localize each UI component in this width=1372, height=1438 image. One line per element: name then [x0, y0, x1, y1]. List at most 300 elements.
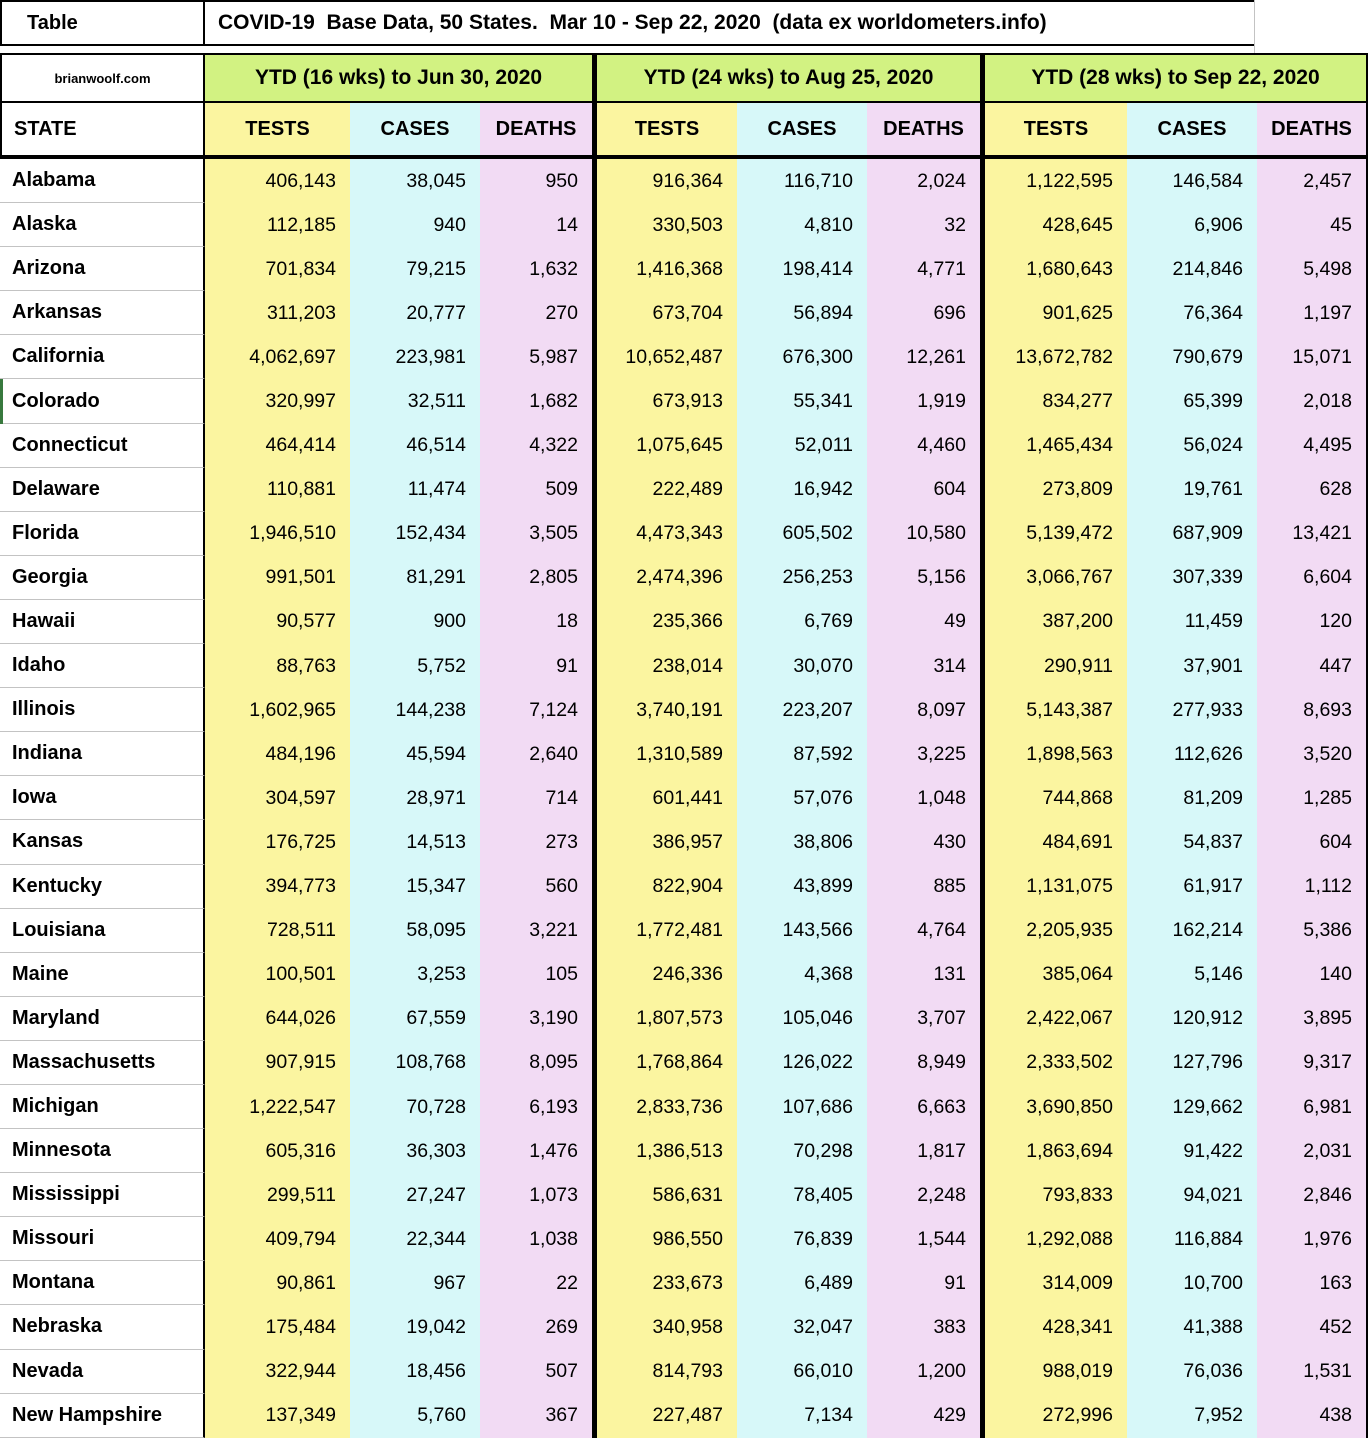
cases-value-cell[interactable]: 81,291	[350, 556, 480, 600]
tests-value-cell[interactable]: 90,861	[205, 1261, 350, 1305]
tests-column-header[interactable]: TESTS	[985, 103, 1127, 155]
cases-value-cell[interactable]: 256,253	[737, 556, 867, 600]
deaths-value-cell[interactable]: 696	[867, 291, 980, 335]
tests-value-cell[interactable]: 2,205,935	[985, 909, 1127, 953]
deaths-value-cell[interactable]: 6,981	[1257, 1085, 1368, 1129]
deaths-value-cell[interactable]: 15,071	[1257, 335, 1368, 379]
tests-column-header[interactable]: TESTS	[205, 103, 350, 155]
deaths-value-cell[interactable]: 3,707	[867, 997, 980, 1041]
deaths-value-cell[interactable]: 1,544	[867, 1217, 980, 1261]
state-cell[interactable]	[0, 909, 205, 953]
cases-value-cell[interactable]: 116,710	[737, 159, 867, 203]
deaths-value-cell[interactable]: 1,531	[1257, 1350, 1368, 1394]
cases-value-cell[interactable]: 107,686	[737, 1085, 867, 1129]
deaths-value-cell[interactable]: 105	[480, 953, 592, 997]
cases-value-cell[interactable]: 127,796	[1127, 1041, 1257, 1085]
deaths-value-cell[interactable]: 22	[480, 1261, 592, 1305]
state-cell[interactable]	[0, 159, 205, 203]
deaths-value-cell[interactable]: 429	[867, 1394, 980, 1438]
tests-value-cell[interactable]: 299,511	[205, 1173, 350, 1217]
cases-value-cell[interactable]: 214,846	[1127, 247, 1257, 291]
cases-value-cell[interactable]: 28,971	[350, 776, 480, 820]
deaths-value-cell[interactable]: 5,987	[480, 335, 592, 379]
cases-value-cell[interactable]: 55,341	[737, 379, 867, 423]
tests-value-cell[interactable]: 428,341	[985, 1305, 1127, 1349]
tests-value-cell[interactable]: 1,122,595	[985, 159, 1127, 203]
tests-value-cell[interactable]: 701,834	[205, 247, 350, 291]
deaths-value-cell[interactable]: 5,386	[1257, 909, 1368, 953]
deaths-value-cell[interactable]: 2,846	[1257, 1173, 1368, 1217]
deaths-value-cell[interactable]: 273	[480, 820, 592, 864]
cases-value-cell[interactable]: 57,076	[737, 776, 867, 820]
deaths-value-cell[interactable]: 1,197	[1257, 291, 1368, 335]
cases-value-cell[interactable]: 36,303	[350, 1129, 480, 1173]
deaths-value-cell[interactable]: 6,604	[1257, 556, 1368, 600]
period-header-3[interactable]: YTD (28 wks) to Sep 22, 2020	[985, 55, 1368, 101]
tests-value-cell[interactable]: 484,196	[205, 732, 350, 776]
deaths-value-cell[interactable]: 120	[1257, 600, 1368, 644]
state-cell[interactable]	[0, 335, 205, 379]
cases-value-cell[interactable]: 4,810	[737, 203, 867, 247]
state-cell[interactable]	[0, 1305, 205, 1349]
tests-value-cell[interactable]: 901,625	[985, 291, 1127, 335]
deaths-value-cell[interactable]: 45	[1257, 203, 1368, 247]
tests-value-cell[interactable]: 3,740,191	[597, 688, 737, 732]
cases-value-cell[interactable]: 37,901	[1127, 644, 1257, 688]
tests-value-cell[interactable]: 986,550	[597, 1217, 737, 1261]
tests-value-cell[interactable]: 822,904	[597, 865, 737, 909]
cases-column-header[interactable]: CASES	[1127, 103, 1257, 155]
deaths-value-cell[interactable]: 18	[480, 600, 592, 644]
tests-value-cell[interactable]: 744,868	[985, 776, 1127, 820]
tests-value-cell[interactable]: 238,014	[597, 644, 737, 688]
tests-value-cell[interactable]: 2,422,067	[985, 997, 1127, 1041]
deaths-value-cell[interactable]: 452	[1257, 1305, 1368, 1349]
state-cell[interactable]	[0, 644, 205, 688]
cases-value-cell[interactable]: 30,070	[737, 644, 867, 688]
deaths-value-cell[interactable]: 1,476	[480, 1129, 592, 1173]
tests-value-cell[interactable]: 406,143	[205, 159, 350, 203]
tests-value-cell[interactable]: 793,833	[985, 1173, 1127, 1217]
deaths-value-cell[interactable]: 4,771	[867, 247, 980, 291]
tests-value-cell[interactable]: 1,222,547	[205, 1085, 350, 1129]
cases-value-cell[interactable]: 277,933	[1127, 688, 1257, 732]
cases-value-cell[interactable]: 41,388	[1127, 1305, 1257, 1349]
period-header-1[interactable]: YTD (16 wks) to Jun 30, 2020	[205, 55, 592, 101]
cases-value-cell[interactable]: 11,459	[1127, 600, 1257, 644]
tests-value-cell[interactable]: 233,673	[597, 1261, 737, 1305]
deaths-value-cell[interactable]: 1,919	[867, 379, 980, 423]
deaths-value-cell[interactable]: 270	[480, 291, 592, 335]
cases-value-cell[interactable]: 67,559	[350, 997, 480, 1041]
deaths-value-cell[interactable]: 91	[480, 644, 592, 688]
deaths-value-cell[interactable]: 2,024	[867, 159, 980, 203]
cases-value-cell[interactable]: 940	[350, 203, 480, 247]
cases-value-cell[interactable]: 22,344	[350, 1217, 480, 1261]
cases-value-cell[interactable]: 76,036	[1127, 1350, 1257, 1394]
cases-value-cell[interactable]: 14,513	[350, 820, 480, 864]
state-cell[interactable]	[0, 1350, 205, 1394]
deaths-value-cell[interactable]: 3,520	[1257, 732, 1368, 776]
cases-value-cell[interactable]: 790,679	[1127, 335, 1257, 379]
tests-value-cell[interactable]: 2,474,396	[597, 556, 737, 600]
deaths-value-cell[interactable]: 4,460	[867, 424, 980, 468]
cases-value-cell[interactable]: 16,942	[737, 468, 867, 512]
deaths-value-cell[interactable]: 269	[480, 1305, 592, 1349]
deaths-value-cell[interactable]: 4,322	[480, 424, 592, 468]
state-cell[interactable]	[0, 1217, 205, 1261]
deaths-value-cell[interactable]: 1,048	[867, 776, 980, 820]
state-cell[interactable]	[0, 1261, 205, 1305]
deaths-value-cell[interactable]: 430	[867, 820, 980, 864]
tests-value-cell[interactable]: 1,602,965	[205, 688, 350, 732]
deaths-value-cell[interactable]: 6,663	[867, 1085, 980, 1129]
cases-column-header[interactable]: CASES	[350, 103, 480, 155]
tests-value-cell[interactable]: 304,597	[205, 776, 350, 820]
state-cell[interactable]	[0, 997, 205, 1041]
deaths-value-cell[interactable]: 507	[480, 1350, 592, 1394]
tests-value-cell[interactable]: 728,511	[205, 909, 350, 953]
tests-value-cell[interactable]: 90,577	[205, 600, 350, 644]
tests-value-cell[interactable]: 176,725	[205, 820, 350, 864]
deaths-value-cell[interactable]: 2,018	[1257, 379, 1368, 423]
state-cell[interactable]	[0, 203, 205, 247]
deaths-value-cell[interactable]: 3,225	[867, 732, 980, 776]
deaths-value-cell[interactable]: 9,317	[1257, 1041, 1368, 1085]
state-cell[interactable]	[0, 1394, 205, 1438]
tests-value-cell[interactable]: 673,913	[597, 379, 737, 423]
state-cell[interactable]	[0, 1173, 205, 1217]
cases-value-cell[interactable]: 7,134	[737, 1394, 867, 1438]
page-title[interactable]: COVID-19 Base Data, 50 States. Mar 10 - Sep 22, 2020 (data ex worldometers.info)	[218, 11, 1047, 34]
deaths-value-cell[interactable]: 383	[867, 1305, 980, 1349]
tests-value-cell[interactable]: 916,364	[597, 159, 737, 203]
deaths-value-cell[interactable]: 1,632	[480, 247, 592, 291]
state-cell[interactable]	[0, 247, 205, 291]
cases-value-cell[interactable]: 38,045	[350, 159, 480, 203]
deaths-value-cell[interactable]: 885	[867, 865, 980, 909]
table-corner-label[interactable]: Table	[0, 2, 205, 44]
tests-value-cell[interactable]: 272,996	[985, 1394, 1127, 1438]
deaths-value-cell[interactable]: 4,495	[1257, 424, 1368, 468]
tests-value-cell[interactable]: 320,997	[205, 379, 350, 423]
deaths-value-cell[interactable]: 8,693	[1257, 688, 1368, 732]
deaths-value-cell[interactable]: 1,200	[867, 1350, 980, 1394]
site-watermark[interactable]: brianwoolf.com	[0, 55, 205, 101]
tests-value-cell[interactable]: 1,131,075	[985, 865, 1127, 909]
cases-value-cell[interactable]: 81,209	[1127, 776, 1257, 820]
tests-value-cell[interactable]: 330,503	[597, 203, 737, 247]
cases-value-cell[interactable]: 6,906	[1127, 203, 1257, 247]
tests-value-cell[interactable]: 484,691	[985, 820, 1127, 864]
cases-value-cell[interactable]: 87,592	[737, 732, 867, 776]
cases-value-cell[interactable]: 105,046	[737, 997, 867, 1041]
tests-value-cell[interactable]: 1,075,645	[597, 424, 737, 468]
deaths-value-cell[interactable]: 438	[1257, 1394, 1368, 1438]
cases-value-cell[interactable]: 43,899	[737, 865, 867, 909]
deaths-value-cell[interactable]: 950	[480, 159, 592, 203]
state-cell[interactable]	[0, 820, 205, 864]
cases-value-cell[interactable]: 112,626	[1127, 732, 1257, 776]
tests-value-cell[interactable]: 385,064	[985, 953, 1127, 997]
tests-value-cell[interactable]: 13,672,782	[985, 335, 1127, 379]
tests-value-cell[interactable]: 235,366	[597, 600, 737, 644]
cases-value-cell[interactable]: 7,952	[1127, 1394, 1257, 1438]
state-cell[interactable]	[0, 291, 205, 335]
tests-value-cell[interactable]: 5,143,387	[985, 688, 1127, 732]
tests-value-cell[interactable]: 10,652,487	[597, 335, 737, 379]
cases-value-cell[interactable]: 32,047	[737, 1305, 867, 1349]
cases-value-cell[interactable]: 79,215	[350, 247, 480, 291]
state-cell[interactable]	[0, 953, 205, 997]
tests-value-cell[interactable]: 175,484	[205, 1305, 350, 1349]
tests-value-cell[interactable]: 100,501	[205, 953, 350, 997]
deaths-value-cell[interactable]: 2,640	[480, 732, 592, 776]
state-cell[interactable]	[0, 424, 205, 468]
cases-value-cell[interactable]: 116,884	[1127, 1217, 1257, 1261]
tests-value-cell[interactable]: 814,793	[597, 1350, 737, 1394]
cases-column-header[interactable]: CASES	[737, 103, 867, 155]
cases-value-cell[interactable]: 11,474	[350, 468, 480, 512]
deaths-value-cell[interactable]: 14	[480, 203, 592, 247]
tests-value-cell[interactable]: 1,310,589	[597, 732, 737, 776]
tests-value-cell[interactable]: 394,773	[205, 865, 350, 909]
deaths-value-cell[interactable]: 714	[480, 776, 592, 820]
deaths-value-cell[interactable]: 1,817	[867, 1129, 980, 1173]
deaths-value-cell[interactable]: 314	[867, 644, 980, 688]
cases-value-cell[interactable]: 38,806	[737, 820, 867, 864]
deaths-value-cell[interactable]: 367	[480, 1394, 592, 1438]
cases-value-cell[interactable]: 146,584	[1127, 159, 1257, 203]
tests-value-cell[interactable]: 3,066,767	[985, 556, 1127, 600]
state-cell[interactable]	[0, 512, 205, 556]
deaths-value-cell[interactable]: 1,073	[480, 1173, 592, 1217]
tests-value-cell[interactable]: 311,203	[205, 291, 350, 335]
deaths-value-cell[interactable]: 5,156	[867, 556, 980, 600]
deaths-value-cell[interactable]: 3,895	[1257, 997, 1368, 1041]
tests-value-cell[interactable]: 907,915	[205, 1041, 350, 1085]
deaths-value-cell[interactable]: 2,031	[1257, 1129, 1368, 1173]
deaths-value-cell[interactable]: 7,124	[480, 688, 592, 732]
tests-value-cell[interactable]: 991,501	[205, 556, 350, 600]
tests-value-cell[interactable]: 1,898,563	[985, 732, 1127, 776]
cases-value-cell[interactable]: 19,042	[350, 1305, 480, 1349]
tests-value-cell[interactable]: 314,009	[985, 1261, 1127, 1305]
cases-value-cell[interactable]: 65,399	[1127, 379, 1257, 423]
deaths-column-header[interactable]: DEATHS	[867, 103, 980, 155]
deaths-value-cell[interactable]: 4,764	[867, 909, 980, 953]
cases-value-cell[interactable]: 129,662	[1127, 1085, 1257, 1129]
cases-value-cell[interactable]: 15,347	[350, 865, 480, 909]
deaths-column-header[interactable]: DEATHS	[480, 103, 592, 155]
tests-value-cell[interactable]: 322,944	[205, 1350, 350, 1394]
tests-value-cell[interactable]: 644,026	[205, 997, 350, 1041]
state-cell[interactable]	[0, 379, 205, 423]
state-cell[interactable]	[0, 468, 205, 512]
tests-value-cell[interactable]: 222,489	[597, 468, 737, 512]
tests-value-cell[interactable]: 386,957	[597, 820, 737, 864]
period-header-2[interactable]: YTD (24 wks) to Aug 25, 2020	[597, 55, 980, 101]
cases-value-cell[interactable]: 10,700	[1127, 1261, 1257, 1305]
cases-value-cell[interactable]: 967	[350, 1261, 480, 1305]
deaths-value-cell[interactable]: 6,193	[480, 1085, 592, 1129]
deaths-value-cell[interactable]: 8,095	[480, 1041, 592, 1085]
tests-column-header[interactable]: TESTS	[597, 103, 737, 155]
cases-value-cell[interactable]: 144,238	[350, 688, 480, 732]
state-cell[interactable]	[0, 1129, 205, 1173]
deaths-value-cell[interactable]: 509	[480, 468, 592, 512]
cases-value-cell[interactable]: 4,368	[737, 953, 867, 997]
deaths-value-cell[interactable]: 1,682	[480, 379, 592, 423]
cases-value-cell[interactable]: 676,300	[737, 335, 867, 379]
cases-value-cell[interactable]: 223,207	[737, 688, 867, 732]
cases-value-cell[interactable]: 91,422	[1127, 1129, 1257, 1173]
tests-value-cell[interactable]: 5,139,472	[985, 512, 1127, 556]
tests-value-cell[interactable]: 2,333,502	[985, 1041, 1127, 1085]
cases-value-cell[interactable]: 5,146	[1127, 953, 1257, 997]
tests-value-cell[interactable]: 428,645	[985, 203, 1127, 247]
cases-value-cell[interactable]: 94,021	[1127, 1173, 1257, 1217]
deaths-value-cell[interactable]: 3,190	[480, 997, 592, 1041]
tests-value-cell[interactable]: 4,062,697	[205, 335, 350, 379]
deaths-value-cell[interactable]: 91	[867, 1261, 980, 1305]
cases-value-cell[interactable]: 56,894	[737, 291, 867, 335]
deaths-value-cell[interactable]: 604	[867, 468, 980, 512]
cases-value-cell[interactable]: 3,253	[350, 953, 480, 997]
tests-value-cell[interactable]: 112,185	[205, 203, 350, 247]
state-cell[interactable]	[0, 776, 205, 820]
cases-value-cell[interactable]: 20,777	[350, 291, 480, 335]
cases-value-cell[interactable]: 56,024	[1127, 424, 1257, 468]
deaths-value-cell[interactable]: 140	[1257, 953, 1368, 997]
tests-value-cell[interactable]: 605,316	[205, 1129, 350, 1173]
tests-value-cell[interactable]: 227,487	[597, 1394, 737, 1438]
state-cell[interactable]	[0, 1041, 205, 1085]
deaths-value-cell[interactable]: 1,285	[1257, 776, 1368, 820]
cases-value-cell[interactable]: 66,010	[737, 1350, 867, 1394]
cases-value-cell[interactable]: 6,489	[737, 1261, 867, 1305]
tests-value-cell[interactable]: 586,631	[597, 1173, 737, 1217]
tests-value-cell[interactable]: 3,690,850	[985, 1085, 1127, 1129]
tests-value-cell[interactable]: 1,680,643	[985, 247, 1127, 291]
tests-value-cell[interactable]: 1,465,434	[985, 424, 1127, 468]
deaths-value-cell[interactable]: 560	[480, 865, 592, 909]
tests-value-cell[interactable]: 273,809	[985, 468, 1127, 512]
deaths-value-cell[interactable]: 1,038	[480, 1217, 592, 1261]
cases-value-cell[interactable]: 198,414	[737, 247, 867, 291]
cases-value-cell[interactable]: 6,769	[737, 600, 867, 644]
tests-value-cell[interactable]: 290,911	[985, 644, 1127, 688]
cases-value-cell[interactable]: 120,912	[1127, 997, 1257, 1041]
tests-value-cell[interactable]: 88,763	[205, 644, 350, 688]
deaths-value-cell[interactable]: 163	[1257, 1261, 1368, 1305]
cases-value-cell[interactable]: 76,839	[737, 1217, 867, 1261]
deaths-value-cell[interactable]: 5,498	[1257, 247, 1368, 291]
deaths-value-cell[interactable]: 1,112	[1257, 865, 1368, 909]
state-column-header[interactable]: STATE	[0, 103, 205, 155]
cases-value-cell[interactable]: 687,909	[1127, 512, 1257, 556]
tests-value-cell[interactable]: 340,958	[597, 1305, 737, 1349]
cases-value-cell[interactable]: 52,011	[737, 424, 867, 468]
cases-value-cell[interactable]: 900	[350, 600, 480, 644]
state-cell[interactable]	[0, 865, 205, 909]
deaths-value-cell[interactable]: 131	[867, 953, 980, 997]
deaths-value-cell[interactable]: 8,949	[867, 1041, 980, 1085]
state-cell[interactable]	[0, 556, 205, 600]
tests-value-cell[interactable]: 137,349	[205, 1394, 350, 1438]
cases-value-cell[interactable]: 307,339	[1127, 556, 1257, 600]
deaths-value-cell[interactable]: 628	[1257, 468, 1368, 512]
cases-value-cell[interactable]: 54,837	[1127, 820, 1257, 864]
cases-value-cell[interactable]: 108,768	[350, 1041, 480, 1085]
cases-value-cell[interactable]: 70,728	[350, 1085, 480, 1129]
tests-value-cell[interactable]: 4,473,343	[597, 512, 737, 556]
tests-value-cell[interactable]: 387,200	[985, 600, 1127, 644]
cases-value-cell[interactable]: 5,752	[350, 644, 480, 688]
tests-value-cell[interactable]: 673,704	[597, 291, 737, 335]
tests-value-cell[interactable]: 2,833,736	[597, 1085, 737, 1129]
tests-value-cell[interactable]: 409,794	[205, 1217, 350, 1261]
tests-value-cell[interactable]: 1,768,864	[597, 1041, 737, 1085]
cases-value-cell[interactable]: 78,405	[737, 1173, 867, 1217]
cases-value-cell[interactable]: 5,760	[350, 1394, 480, 1438]
tests-value-cell[interactable]: 1,416,368	[597, 247, 737, 291]
tests-value-cell[interactable]: 1,772,481	[597, 909, 737, 953]
cases-value-cell[interactable]: 70,298	[737, 1129, 867, 1173]
cases-value-cell[interactable]: 18,456	[350, 1350, 480, 1394]
state-cell[interactable]	[0, 688, 205, 732]
state-cell[interactable]	[0, 732, 205, 776]
cases-value-cell[interactable]: 152,434	[350, 512, 480, 556]
cases-value-cell[interactable]: 32,511	[350, 379, 480, 423]
deaths-value-cell[interactable]: 604	[1257, 820, 1368, 864]
tests-value-cell[interactable]: 464,414	[205, 424, 350, 468]
tests-value-cell[interactable]: 110,881	[205, 468, 350, 512]
tests-value-cell[interactable]: 1,863,694	[985, 1129, 1127, 1173]
state-cell[interactable]	[0, 600, 205, 644]
deaths-value-cell[interactable]: 32	[867, 203, 980, 247]
cases-value-cell[interactable]: 605,502	[737, 512, 867, 556]
tests-value-cell[interactable]: 1,807,573	[597, 997, 737, 1041]
tests-value-cell[interactable]: 1,946,510	[205, 512, 350, 556]
deaths-value-cell[interactable]: 8,097	[867, 688, 980, 732]
deaths-column-header[interactable]: DEATHS	[1257, 103, 1368, 155]
cases-value-cell[interactable]: 46,514	[350, 424, 480, 468]
cases-value-cell[interactable]: 58,095	[350, 909, 480, 953]
cases-value-cell[interactable]: 162,214	[1127, 909, 1257, 953]
deaths-value-cell[interactable]: 2,805	[480, 556, 592, 600]
cases-value-cell[interactable]: 19,761	[1127, 468, 1257, 512]
cases-value-cell[interactable]: 45,594	[350, 732, 480, 776]
deaths-value-cell[interactable]: 3,505	[480, 512, 592, 556]
cases-value-cell[interactable]: 143,566	[737, 909, 867, 953]
cases-value-cell[interactable]: 223,981	[350, 335, 480, 379]
deaths-value-cell[interactable]: 13,421	[1257, 512, 1368, 556]
state-cell[interactable]	[0, 1085, 205, 1129]
tests-value-cell[interactable]: 988,019	[985, 1350, 1127, 1394]
cases-value-cell[interactable]: 61,917	[1127, 865, 1257, 909]
cases-value-cell[interactable]: 76,364	[1127, 291, 1257, 335]
tests-value-cell[interactable]: 601,441	[597, 776, 737, 820]
deaths-value-cell[interactable]: 447	[1257, 644, 1368, 688]
tests-value-cell[interactable]: 1,292,088	[985, 1217, 1127, 1261]
tests-value-cell[interactable]: 1,386,513	[597, 1129, 737, 1173]
deaths-value-cell[interactable]: 2,248	[867, 1173, 980, 1217]
tests-value-cell[interactable]: 246,336	[597, 953, 737, 997]
cases-value-cell[interactable]: 27,247	[350, 1173, 480, 1217]
cases-value-cell[interactable]: 126,022	[737, 1041, 867, 1085]
deaths-value-cell[interactable]: 2,457	[1257, 159, 1368, 203]
